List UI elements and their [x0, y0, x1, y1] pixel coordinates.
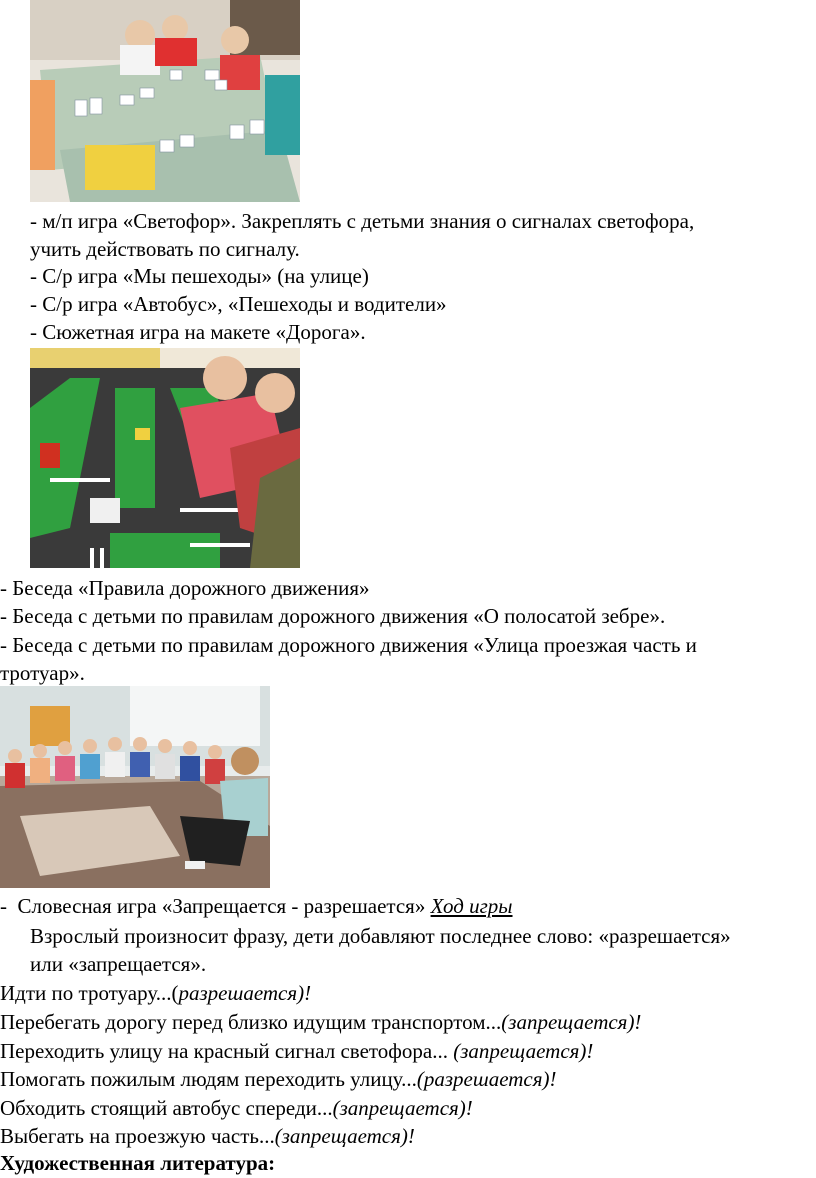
- phrase-6: Выбегать на проезжую часть...(запрещается)!: [0, 1124, 415, 1148]
- list1-line-4: - С/р игра «Автобус», «Пешеходы и водители»: [30, 292, 447, 316]
- phrase-answer: разрешается)!: [178, 981, 312, 1005]
- phrase-5: Обходить стоящий автобус спереди...(запрещается)!: [0, 1096, 473, 1120]
- phrase-answer: (запрещается)!: [274, 1124, 415, 1148]
- verbal-game-line: [0, 893, 513, 919]
- literature-heading: Художественная литература:: [0, 1151, 276, 1175]
- photo-road-layout-game: [30, 348, 300, 568]
- photo-children-table-game: [30, 0, 300, 202]
- phrase-2: Перебегать дорогу перед близко идущим транспортом...(запрещается)!: [0, 1010, 642, 1034]
- phrase-4: Помогать пожилым людям переходить улицу...(разрешается)!: [0, 1067, 557, 1091]
- phrase-answer: (запрещается)!: [453, 1039, 594, 1063]
- phrase-answer: (запрещается)!: [332, 1096, 473, 1120]
- phrase-3: Переходить улицу на красный сигнал светофора... (запрещается)!: [0, 1039, 594, 1063]
- list2-line-2: - Беседа с детьми по правилам дорожного движения «О полосатой зебре».: [0, 604, 666, 628]
- phrase-answer: (запрещается)!: [501, 1010, 642, 1034]
- list2-line-3: - Беседа с детьми по правилам дорожного движения «Улица проезжая часть и: [0, 633, 697, 657]
- game-description-line-2: или «запрещается».: [30, 952, 207, 976]
- list1-line-1: - м/п игра «Светофор». Закреплять с детьми знания о сигналах светофора,: [30, 209, 695, 233]
- list2-line-4: тротуар».: [0, 661, 85, 685]
- photo-group-conversation: [0, 686, 270, 888]
- list1-line-5: - Сюжетная игра на макете «Дорога».: [30, 320, 366, 344]
- verbal-game-dash: -: [0, 894, 7, 918]
- list1-line-3: - С/р игра «Мы пешеходы» (на улице): [30, 264, 369, 288]
- phrase-answer: (разрешается)!: [416, 1067, 557, 1091]
- game-move-label: Ход игры: [430, 894, 513, 918]
- game-description-line-1: Взрослый произносит фразу, дети добавляют последнее слово: «разрешается»: [30, 924, 731, 948]
- list1-line-2: учить действовать по сигналу.: [30, 237, 300, 261]
- verbal-game-title: Словесная игра «Запрещается - разрешается»: [17, 894, 426, 918]
- phrase-1: Идти по тротуару...(разрешается)!: [0, 981, 312, 1005]
- list2-line-1: - Беседа «Правила дорожного движения»: [0, 576, 370, 600]
